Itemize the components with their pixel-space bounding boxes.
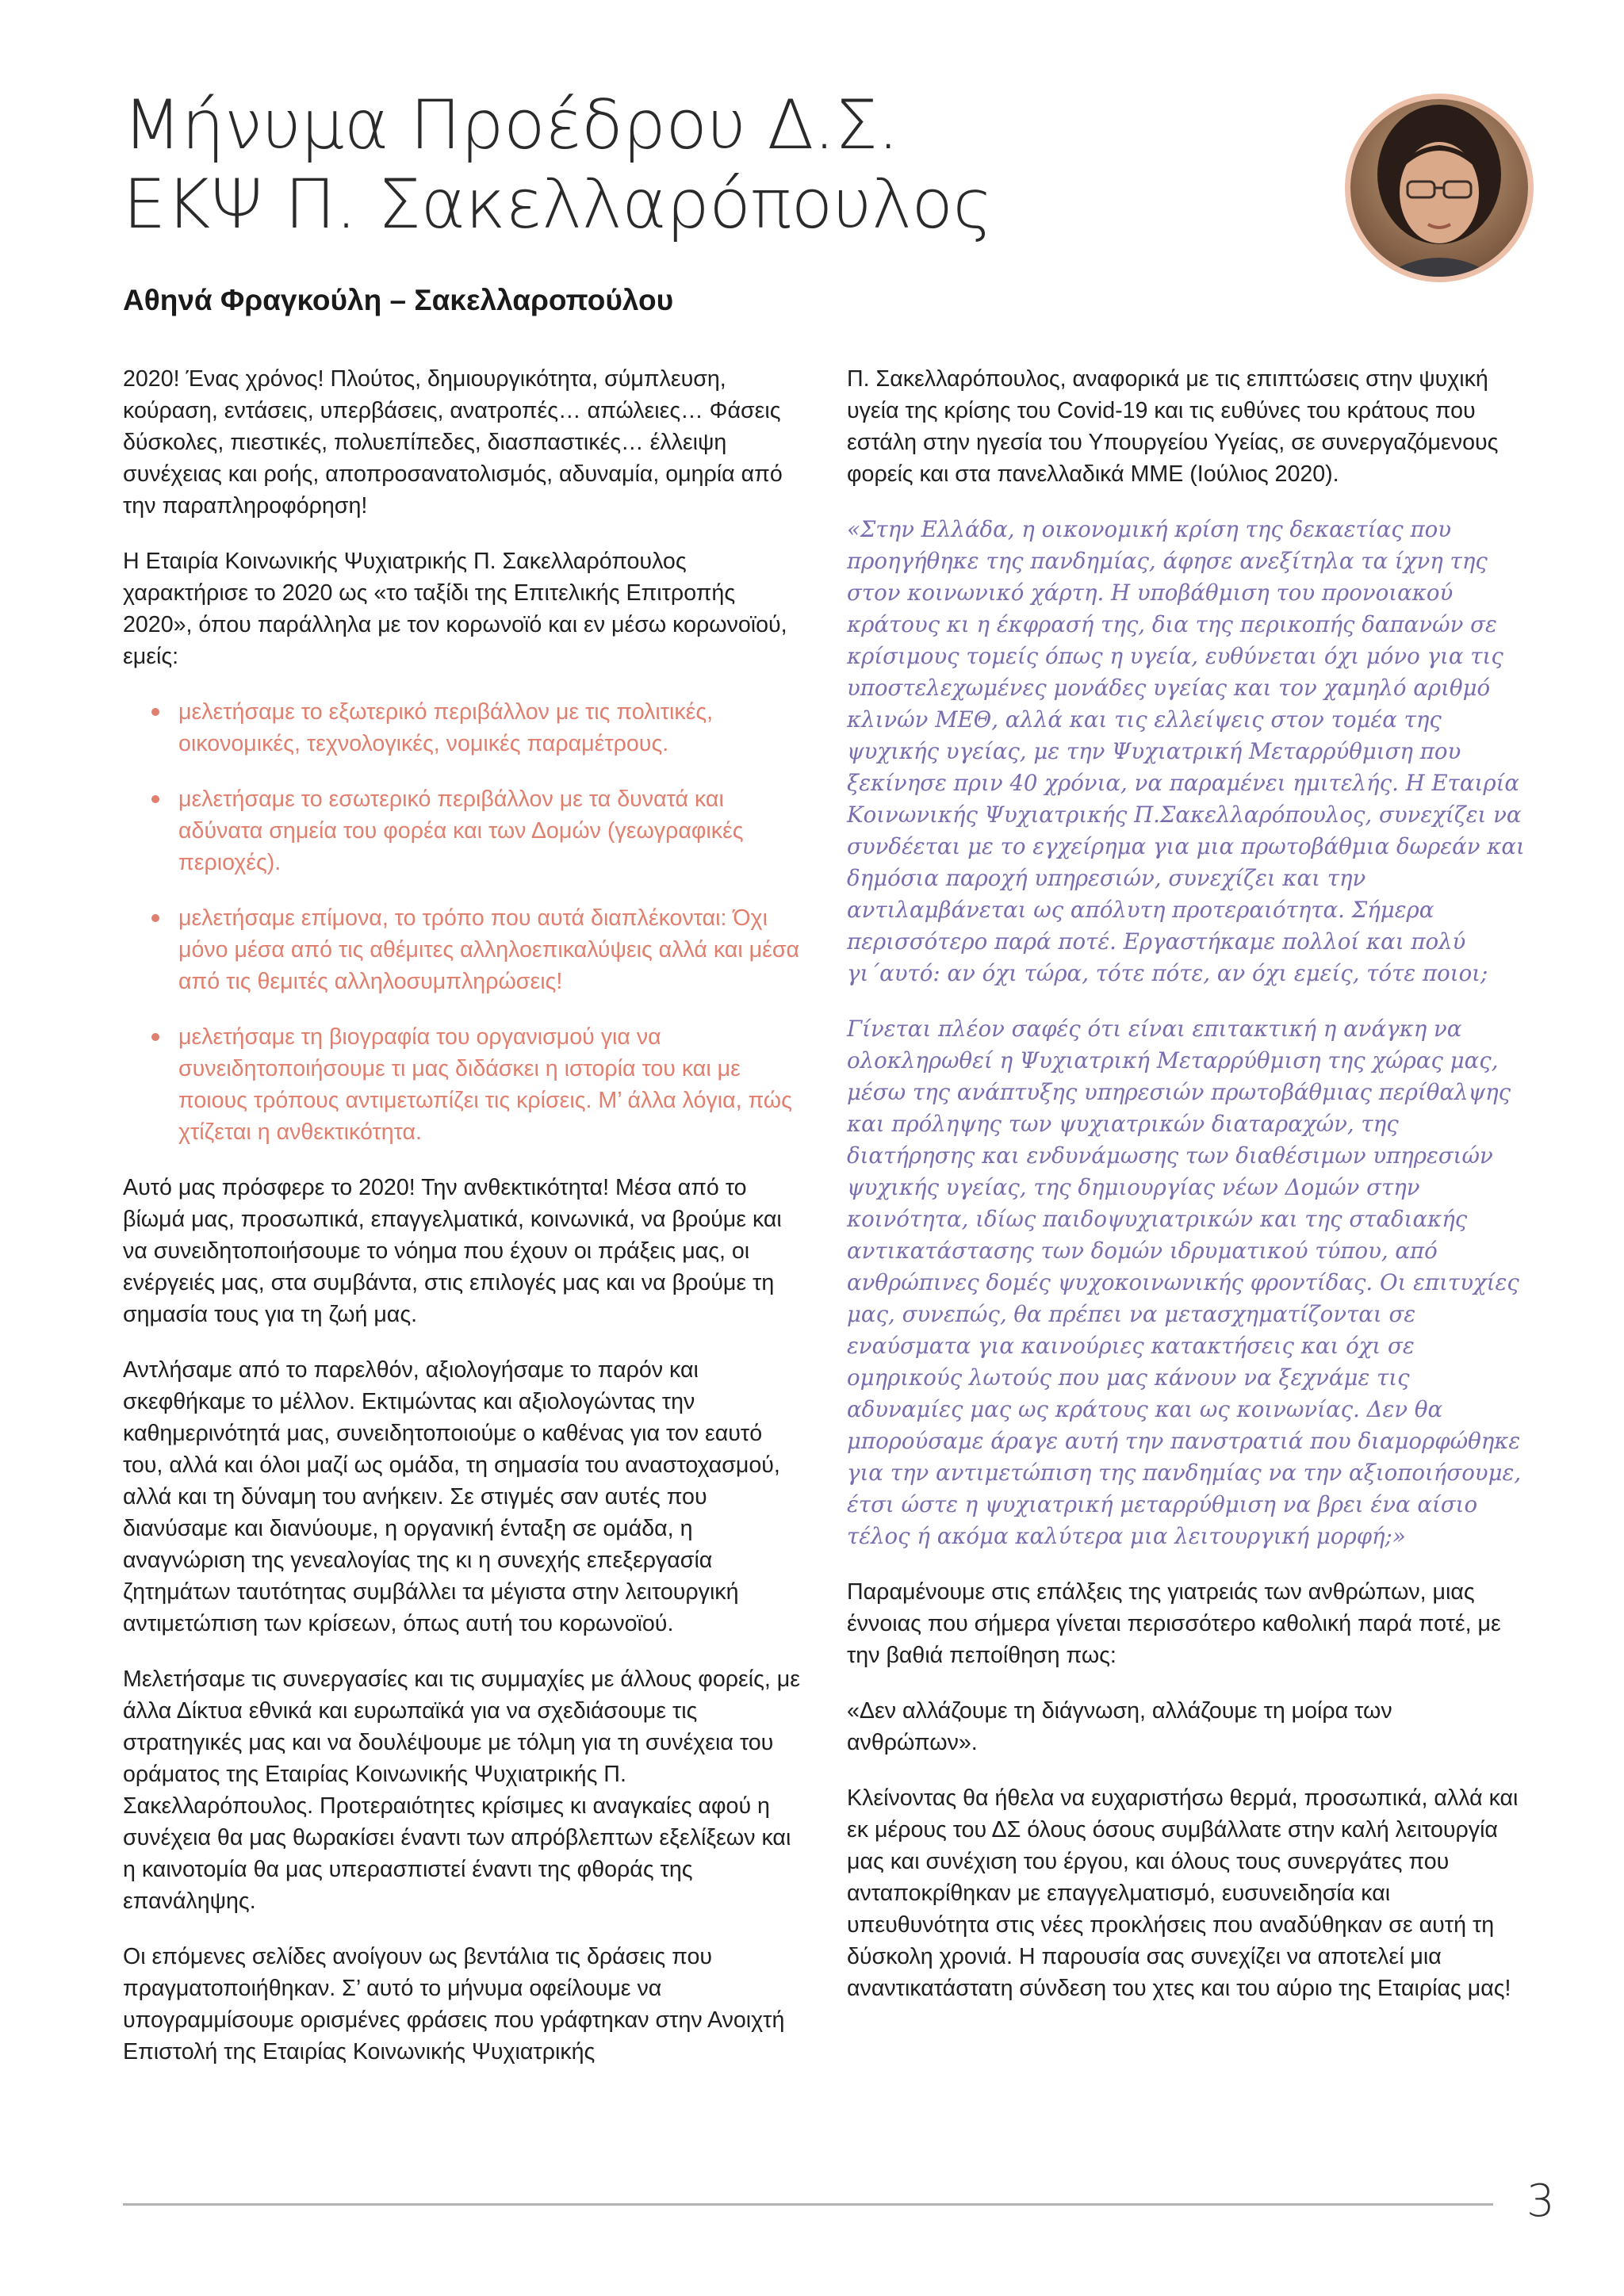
paragraph: Π. Σακελλαρόπουλος, αναφορικά με τις επιπτώσεις στην ψυχική υγεία της κρίσης του Covid-19 και τις ευθύνες του κράτους που εστάλη στην ηγεσία του Υπουργείου Υγείας, σε συνεργαζόμενους φορείς και στα πανελλαδικά ΜΜΕ (Ιούλιος 2020). bbox=[847, 366, 1499, 487]
author-portrait bbox=[1345, 94, 1534, 282]
bullet-item: μελετήσαμε το εξωτερικό περιβάλλον με τις πολιτικές, οικονομικές, τεχνολογικές, νομικές παραμέτρους. bbox=[123, 696, 805, 760]
paragraph: Η Εταιρία Κοινωνικής Ψυχιατρικής Π. Σακελλαρόπουλος χαρακτήρισε το 2020 ως «το ταξίδι της Επιτελικής Επιτροπής 2020», όπου παράλληλα με τον κορωνοϊό και εν μέσω κορωνοϊού, εμείς: bbox=[123, 549, 787, 669]
paragraph: «Δεν αλλάζουμε τη διάγνωση, αλλάζουμε τη μοίρα των ανθρώπων». bbox=[847, 1698, 1392, 1755]
paragraph: Παραμένουμε στις επάλξεις της γιατρειάς των ανθρώπων, μιας έννοιας που σήμερα γίνεται περισσότερο καθολική παρά ποτέ, με την βαθιά πεποίθηση πως: bbox=[847, 1579, 1501, 1668]
page-title bbox=[123, 86, 1297, 244]
quote-paragraph: «Στην Ελλάδα, η οικονομική κρίση της δεκαετίας που προηγήθηκε της πανδημίας, άφησε ανεξίτηλα τα ίχνη της στον κοινωνικό χάρτη. Η υποβάθμιση του προνοιακού κράτους κι η έκφρασή της, δια της περικοπής δαπανών σε κρίσιμους τομείς όπως η υγεία, ευθύνεται όχι μόνο για τις υποστελεχωμένες μονάδες υγείας και τον χαμηλό αριθμό κλινών ΜΕΘ, αλλά και τις ελλείψεις στον τομέα της ψυχικής υγείας, με την Ψυχιατρική Μεταρρύθμιση που ξεκίνησε πριν 40 χρόνια, να παραμένει ημιτελής. Η Εταιρία Κοινωνικής Ψυχιατρικής Π.Σακελλαρόπουλος, συνεχίζει να συνδέεται με το εγχείρημα για μια πρωτοβάθμια δωρεάν και δημόσια παροχή υπηρεσιών, συνεχίζει και την αντιλαμβάνεται ως απόλυτη προτεραιότητα. Σήμερα περισσότερο παρά ποτέ. Εργαστήκαμε πολλοί και πολύ γι΄αυτό: αν όχι τώρα, τότε πότε, αν όχι εμείς, τότε ποιοι; bbox=[847, 516, 1525, 986]
footer-divider bbox=[123, 2203, 1493, 2206]
bullet-item: μελετήσαμε το εσωτερικό περιβάλλον με τα δυνατά και αδύνατα σημεία του φορέα και των Δομών (γεωγραφικές περιοχές). bbox=[123, 783, 805, 878]
page-number: 3 bbox=[1526, 2175, 1555, 2227]
paragraph: Αντλήσαμε από το παρελθόν, αξιολογήσαμε το παρόν και σκεφθήκαμε το μέλλον. Εκτιμώντας και αξιολογώντας την καθημερινότητά μας, συνειδητοποιούμε ο καθένας για τον εαυτό του, αλλά και όλοι μαζί ως ομάδα, τη σημασία του αναστοχασμού, αλλά και τη δύναμη του ανήκειν. Σε στιγμές σαν αυτές που διανύσαμε και διανύουμε, η οργανική ένταξη σε ομάδα, η αναγνώριση της γενεαλογίας της κι η συνεχής επεξεργασία ζητημάτων ταυτότητας συμβάλλει τα μέγιστα στην λειτουργική αντιμετώπιση των κρίσεων, όπως αυτή του κορωνοϊού. bbox=[123, 1357, 780, 1636]
paragraph: 2020! Ένας χρόνος! Πλούτος, δημιουργικότητα, σύμπλευση, κούραση, εντάσεις, υπερβάσεις, ανατροπές… απώλειες… Φάσεις δύσκολες, πιεστικές, πολυεπίπεδες, διασπαστικές… έλλειψη συνέχειας και ροής, αποπροσανατολισμός, αδυναμία, ομηρία από την παραπληροφόρηση! bbox=[123, 366, 783, 519]
paragraph: Κλείνοντας θα ήθελα να ευχαριστήσω θερμά, προσωπικά, αλλά και εκ μέρους του ΔΣ όλους όσους συμβάλλατε στην καλή λειτουργία μας και συνέχιση του έργου, και όλους τους συνεργάτες που ανταποκρίθηκαν με επαγγελματισμό, ευσυνειδησία και υπευθυνότητα στις νέες προκλήσεις που αναδύθηκαν σε αυτή τη δύσκολη χρονιά. Η παρουσία σας συνεχίζει να αποτελεί μια αναντικατάστατη σύνδεση του χτες και του αύριο της Εταιρίας μας! bbox=[847, 1785, 1519, 2001]
paragraph: Μελετήσαμε τις συνεργασίες και τις συμμαχίες με άλλους φορείς, με άλλα Δίκτυα εθνικά και ευρωπαϊκά για να σχεδιάσουμε τις στρατηγικές μας και να δουλέψουμε με τόλμη για τη συνέχεια του οράματος της Εταιρίας Κοινωνικής Ψυχιατρικής Π. Σακελλαρόπουλος. Προτεραιότητες κρίσιμες κι αναγκαίες αφού η συνέχεια θα μας θωρακίσει έναντι των απρόβλεπτων εξελίξεων και η καινοτομία θα μας υπερασπιστεί έναντι της φθοράς της επανάληψης. bbox=[123, 1667, 800, 1914]
title-line-1: Μήνυμα Προέδρου Δ.Σ. bbox=[123, 86, 899, 165]
quote-paragraph: Γίνεται πλέον σαφές ότι είναι επιτακτική η ανάγκη να ολοκληρωθεί η Ψυχιατρική Μεταρρύθμιση της χώρας μας, μέσω της ανάπτυξης υπηρεσιών πρωτοβάθμιας περίθαλψης και πρόληψης των ψυχιατρικών διαταραχών, της διατήρησης και ενδυνάμωσης των διαθέσιμων υπηρεσιών ψυχικής υγείας, της δημιουργίας νέων Δομών στην κοινότητα, ιδίως παιδοψυχιατρικών και της σταδιακής αντικατάστασης των δομών ιδρυματικού τύπου, από ανθρώπινες δομές ψυχοκοινωνικής φροντίδας. Οι επιτυχίες μας, συνεπώς, θα πρέπει να μετασχηματίζονται σε εναύσματα για καινούριες κατακτήσεις και όχι σε ομηρικούς λωτούς που μας κάνουν να ξεχνάμε τις αδυναμίες μας ως κράτους και ως κοινωνίας. Δεν θα μπορούσαμε άραγε αυτή την πανστρατιά που διαμορφώθηκε για την αντιμετώπιση της πανδημίας να την αξιοποιήσουμε, έτσι ώστε η ψυχιατρική μεταρρύθμιση να βρει ένα αίσιο τέλος ή ακόμα καλύτερα μια λειτουργική μορφή;» bbox=[847, 1016, 1522, 1549]
title-line-2: ΕΚΨ Π. Σακελλαρόπουλος bbox=[123, 165, 993, 244]
left-column bbox=[123, 363, 805, 2091]
bullet-item: μελετήσαμε επίμονα, το τρόπο που αυτά διαπλέκονται: Όχι μόνο μέσα από τις αθέμιτες αλληλοεπικαλύψεις αλλά και μέσα από τις θεμιτές αλληλοσυμπληρώσεις! bbox=[123, 902, 805, 997]
author-name: Αθηνά Φραγκούλη – Σακελλαροπούλου bbox=[123, 284, 674, 316]
bullet-item: μελετήσαμε τη βιογραφία του οργανισμού για να συνειδητοποιήσουμε τι μας διδάσκει η ιστορία του και με ποιους τρόπους αντιμετωπίζει τις κρίσεις. Μ’ άλλα λόγια, πώς χτίζεται η ανθεκτικότητα. bbox=[123, 1021, 805, 1148]
paragraph: Αυτό μας πρόσφερε το 2020! Την ανθεκτικότητα! Μέσα από το βίωμά μας, προσωπικά, επαγγελματικά, κοινωνικά, να βρούμε και να συνειδητοποιήσουμε το νόημα που έχουν οι πράξεις μας, οι ενέργειές μας, στα συμβάντα, στις επιλογές μας και να βρούμε τη σημασία τους για τη ζωή μας. bbox=[123, 1175, 782, 1327]
paragraph: Οι επόμενες σελίδες ανοίγουν ως βεντάλια τις δράσεις που πραγματοποιήθηκαν. Σ’ αυτό το μήνυμα οφείλουμε να υπογραμμίσουμε ορισμένες φράσεις που γράφτηκαν στην Ανοιχτή Επιστολή της Εταιρίας Κοινωνικής Ψυχιατρικής bbox=[123, 1944, 785, 2064]
right-column bbox=[847, 363, 1529, 2028]
bullet-list bbox=[123, 696, 805, 1148]
